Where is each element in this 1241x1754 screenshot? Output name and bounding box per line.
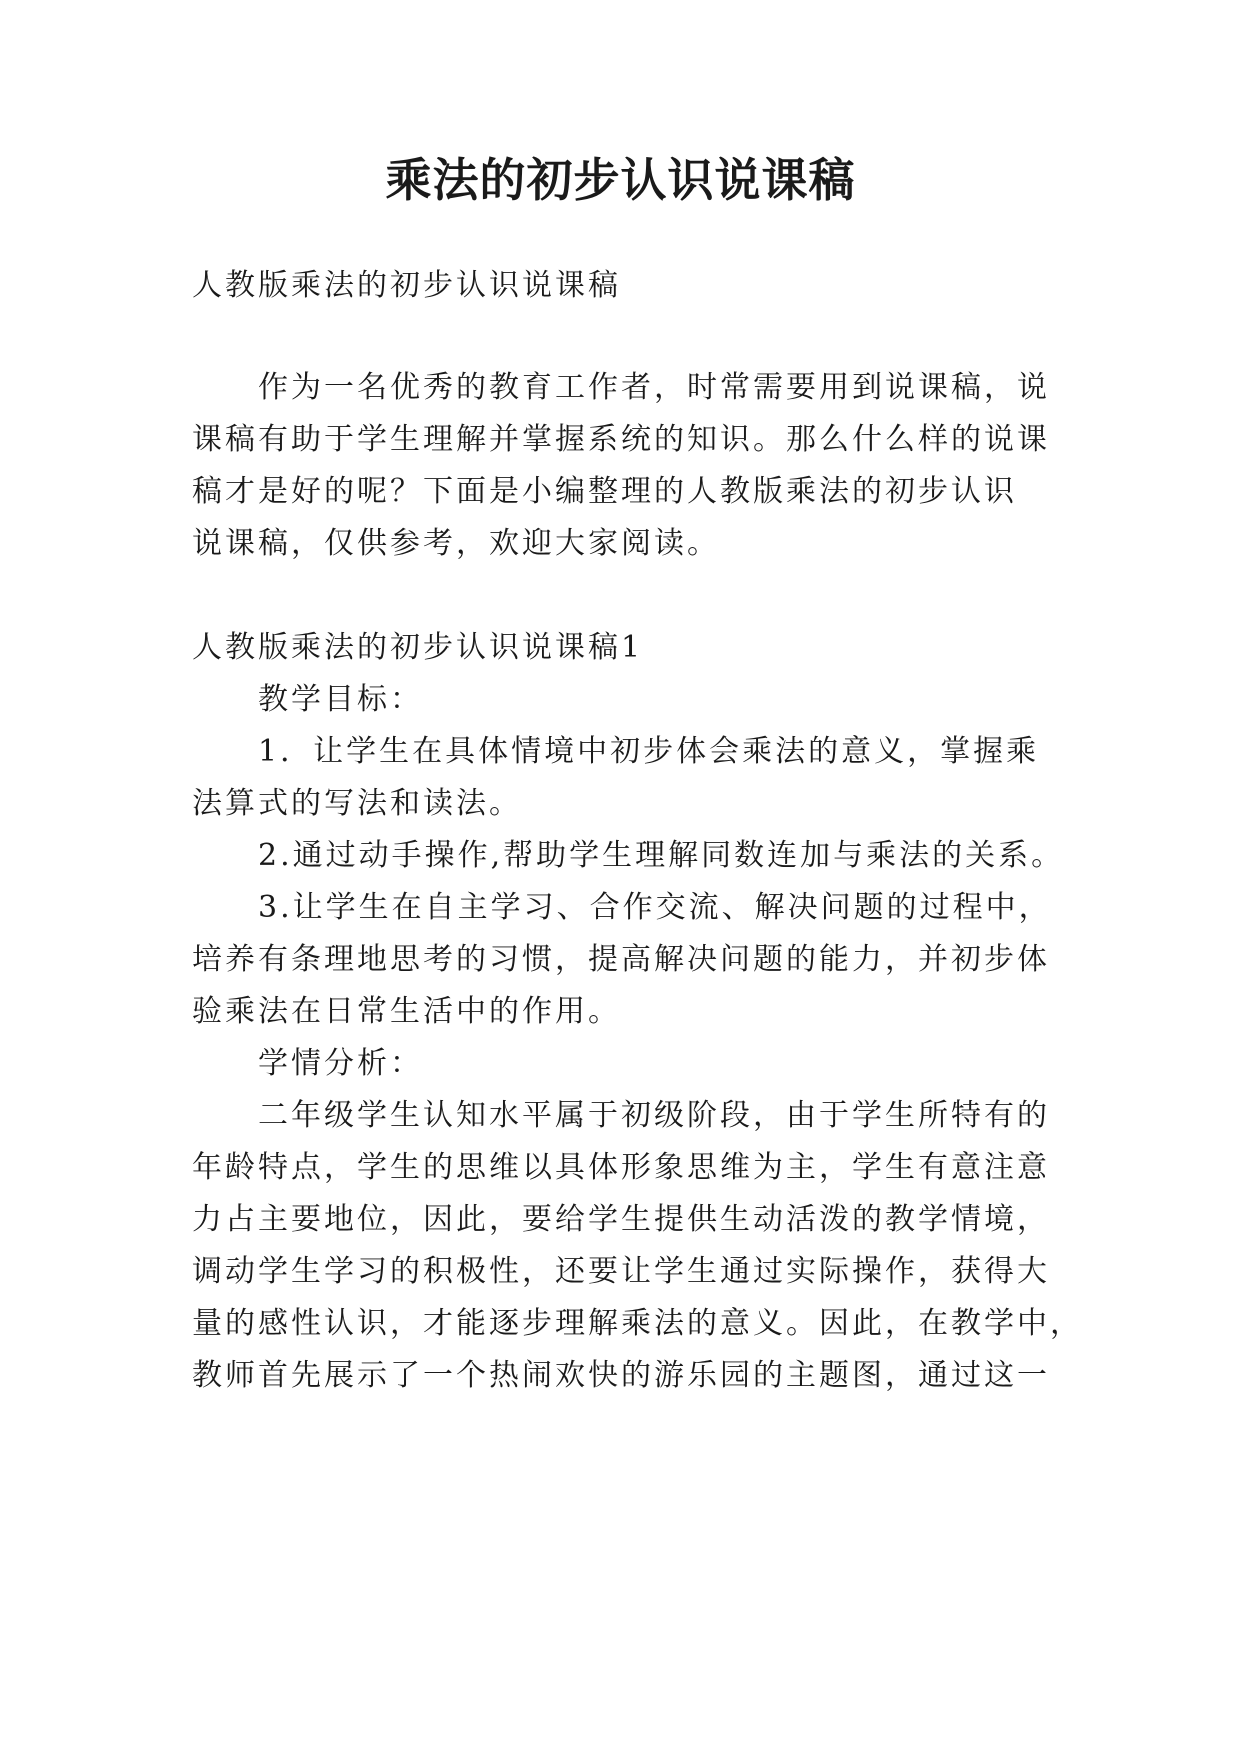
subheading-learning-analysis: 学情分析： — [258, 1046, 423, 1081]
subheading-teaching-goals: 教学目标： — [258, 682, 423, 717]
paragraph-line: 课稿有助于学生理解并掌握系统的知识。那么什么样的说课 — [192, 422, 1050, 457]
paragraph-line: 量的感性认识，才能逐步理解乘法的意义。因此，在教学中， — [192, 1306, 1083, 1341]
paragraph-line: 年龄特点，学生的思维以具体形象思维为主，学生有意注意 — [192, 1150, 1050, 1185]
paragraph-line: 1．让学生在具体情境中初步体会乘法的意义，掌握乘 — [258, 734, 1040, 769]
section-heading: 人教版乘法的初步认识说课稿1 — [192, 630, 644, 665]
document-subtitle: 人教版乘法的初步认识说课稿 — [192, 268, 621, 303]
paragraph-line: 培养有条理地思考的习惯，提高解决问题的能力，并初步体 — [192, 942, 1050, 977]
paragraph-line: 二年级学生认知水平属于初级阶段，由于学生所特有的 — [258, 1098, 1050, 1133]
paragraph-line: 稿才是好的呢？下面是小编整理的人教版乘法的初步认识 — [192, 474, 1017, 509]
paragraph-line: 教师首先展示了一个热闹欢快的游乐园的主题图，通过这一 — [192, 1358, 1050, 1393]
paragraph-line: 2.通过动手操作,帮助学生理解同数连加与乘法的关系。 — [258, 838, 1065, 873]
paragraph-line: 说课稿，仅供参考，欢迎大家阅读。 — [192, 526, 720, 561]
paragraph-line: 力占主要地位，因此，要给学生提供生动活泼的教学情境， — [192, 1202, 1050, 1237]
paragraph-line: 验乘法在日常生活中的作用。 — [192, 994, 621, 1029]
paragraph-line: 作为一名优秀的教育工作者，时常需要用到说课稿，说 — [258, 370, 1050, 405]
paragraph-line: 法算式的写法和读法。 — [192, 786, 522, 821]
paragraph-line: 调动学生学习的积极性，还要让学生通过实际操作，获得大 — [192, 1254, 1050, 1289]
document-title: 乘法的初步认识说课稿 — [385, 153, 856, 207]
paragraph-line: 3.让学生在自主学习、合作交流、解决问题的过程中， — [258, 890, 1052, 925]
